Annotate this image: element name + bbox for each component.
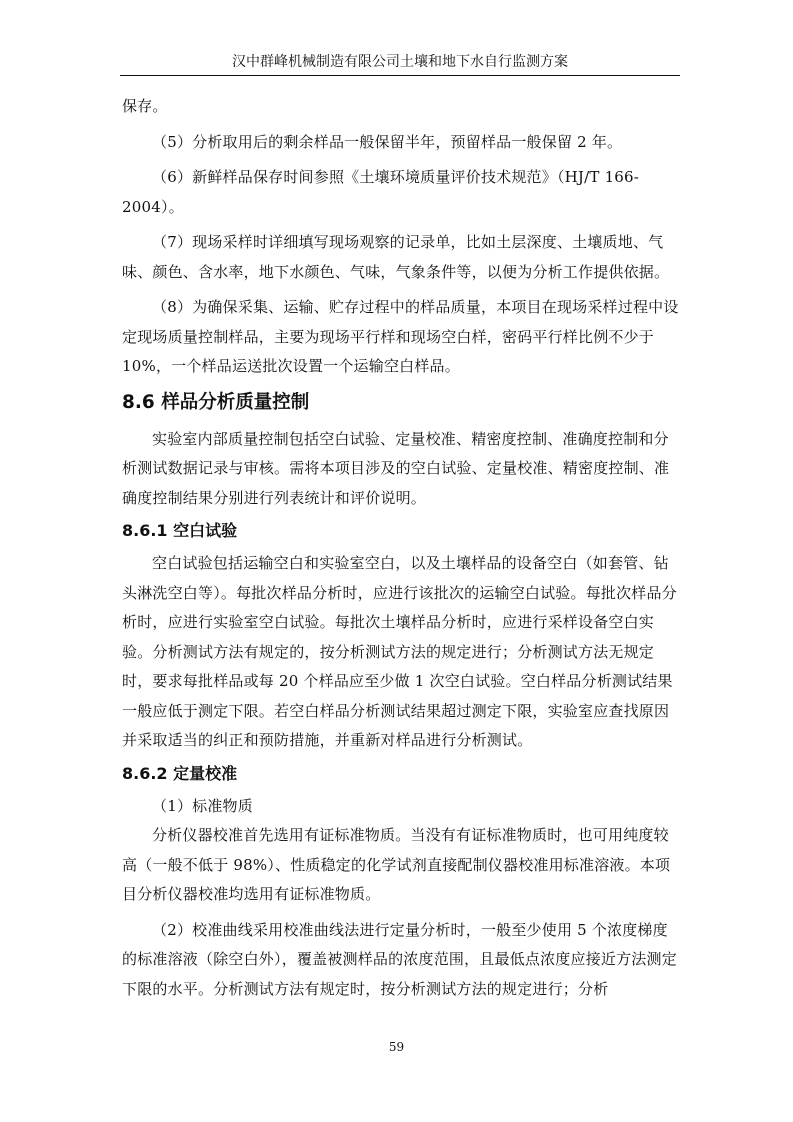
document-body	[122, 92, 682, 1004]
section-heading-8-6: 8.6 样品分析质量控制	[122, 391, 310, 413]
section-heading-8-6-1: 8.6.1 空白试验	[122, 521, 238, 540]
paragraph: （1）标准物质	[152, 796, 253, 815]
section-heading-8-6-2: 8.6.2 定量校准	[122, 763, 238, 783]
paragraph: 保存。	[122, 97, 168, 115]
paragraph: 空白试验包括运输空白和实验室空白，以及土壤样品的设备空白（如套管、钻头淋洗空白等）。每批次样品分析时，应进行该批次的运输空白试验。每批次样品分析时，应进行实验室空白试验。每批次土壤样品分析时，应进行采样设备空白实验。分析测试方法有规定的，按分析测试方法的规定进行；分析测试方法无规定时，要求每批样品或每 20 个样品应至少做 1 次空白试验。空白样品分析测试结果一般应低于测定下限。若空白样品分析测试结果超过测定下限，实验室应查找原因并采取适当的纠正和预防措施，并重新对样品进行分析测试。	[122, 554, 677, 749]
page-number: 59	[388, 1040, 405, 1054]
header-divider	[120, 75, 680, 76]
paragraph: 分析仪器校准首先选用有证标准物质。当没有有证标准物质时，也可用纯度较高（一般不低于 98%）、性质稳定的化学试剂直接配制仪器校准用标准溶液。本项目分析仪器校准均选用有证标准物质。	[122, 826, 671, 903]
paragraph: （2）校准曲线采用校准曲线法进行定量分析时，一般至少使用 5 个浓度梯度的标准溶液（除空白外），覆盖被测样品的浓度范围，且最低点浓度应接近方法测定下限的水平。分析测试方法有规定时，按分析测试方法的规定进行；分析	[122, 920, 677, 998]
paragraph: （5）分析取用后的剩余样品一般保留半年，预留样品一般保留 2 年。	[152, 132, 623, 151]
paragraph: （8）为确保采集、运输、贮存过程中的样品质量，本项目在现场采样过程中设定现场质量控制样品，主要为现场平行样和现场空白样，密码平行样比例不少于 10%，一个样品运送批次设置一个运输空白样品。	[122, 298, 679, 375]
paragraph: （6）新鲜样品保存时间参照《土壤环境质量评价技术规范》（HJ/T 166-2004）。	[122, 168, 640, 216]
paragraph: （7）现场采样时详细填写现场观察的记录单，比如土层深度、土壤质地、气味、颜色、含水率，地下水颜色、气味，气象条件等，以便为分析工作提供依据。	[122, 233, 670, 281]
page-header: 汉中群峰机械制造有限公司土壤和地下水自行监测方案	[232, 54, 568, 70]
paragraph: 实验室内部质量控制包括空白试验、定量校准、精密度控制、准确度控制和分析测试数据记录与审核。需将本项目涉及的空白试验、定量校准、精密度控制、准确度控制结果分别进行列表统计和评价说明。	[122, 429, 670, 507]
